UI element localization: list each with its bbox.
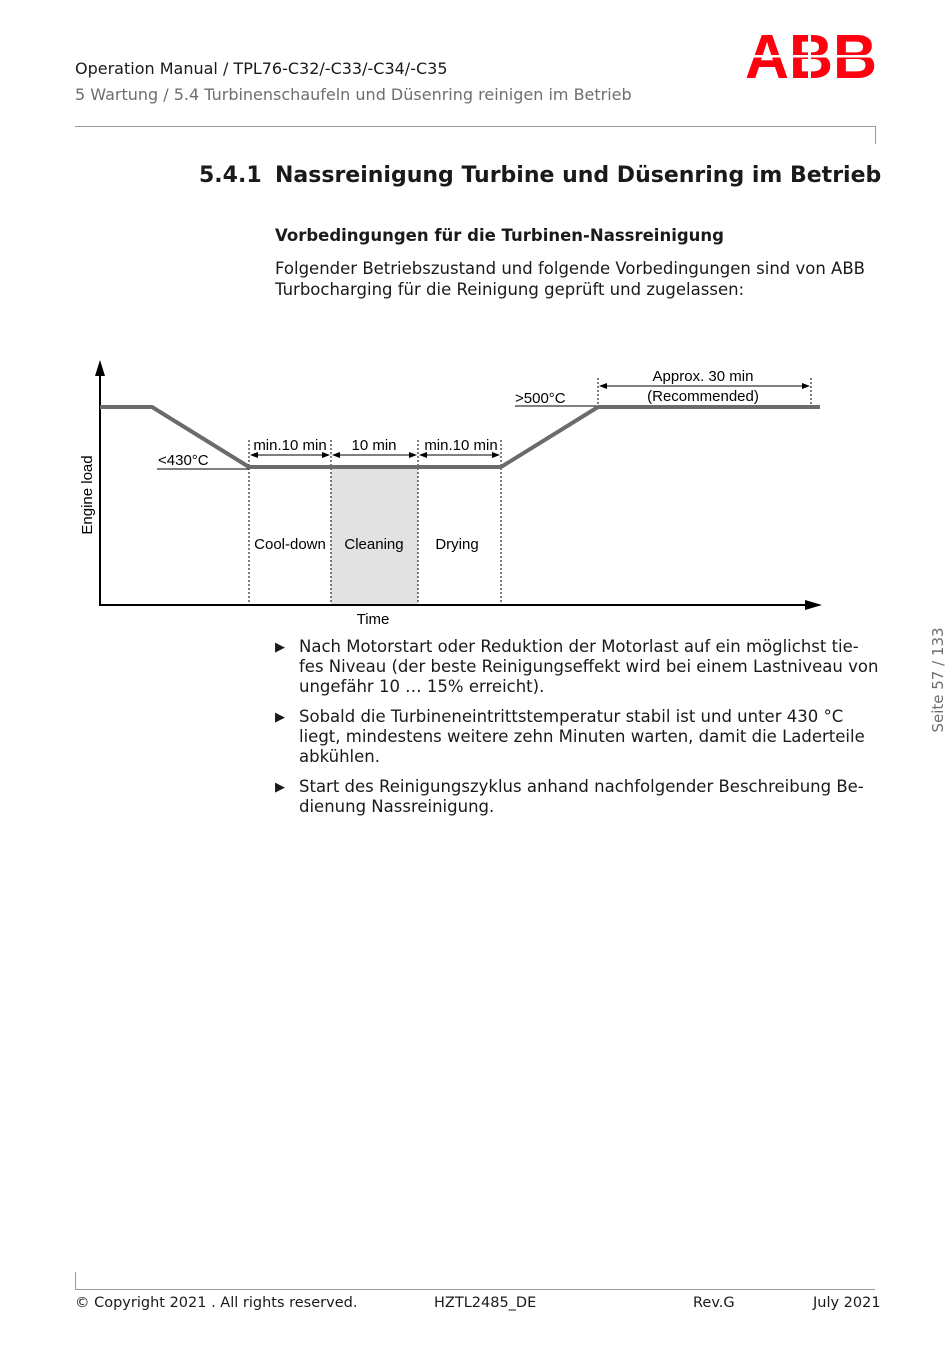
side-page-number: Seite 57 / 133 — [929, 627, 947, 733]
y-axis-arrow — [95, 360, 105, 376]
footer-revision: Rev.G — [693, 1295, 735, 1311]
phase-cooldown-label: Cool-down — [254, 536, 326, 553]
abb-logo — [744, 28, 878, 82]
y-axis-label: Engine load — [79, 455, 96, 535]
cleaning-duration-label: 10 min — [351, 437, 397, 454]
document-title: Operation Manual / TPL76-C32/-C33/-C34/-C35 — [75, 59, 448, 78]
list-item: ▶ Nach Motorstart oder Reduktion der Motorlast auf ein möglichst tie-fes Niveau (der beste Reinigungseffekt wird bei einem Lastniveau von ungefähr 10 … 15% erreicht). — [275, 637, 879, 696]
header-rule-tick — [875, 126, 876, 144]
subheading: Vorbedingungen für die Turbinen-Nassreinigung — [275, 226, 724, 245]
footer-date: July 2021 — [813, 1295, 881, 1311]
x-axis-arrow — [805, 600, 822, 610]
temp-high-label: >500°C — [515, 390, 566, 407]
recommended-label: (Recommended) — [647, 388, 759, 405]
breadcrumb: 5 Wartung / 5.4 Turbinenschaufeln und Düsenring reinigen im Betrieb — [75, 85, 632, 104]
cleaning-cycle-diagram — [0, 340, 950, 630]
precondition-list — [275, 637, 880, 827]
bullet-arrow-icon: ▶ — [275, 780, 285, 795]
section-number: 5.4.1 — [199, 163, 262, 188]
temp-low-label: <430°C — [158, 452, 209, 469]
bullet-arrow-icon: ▶ — [275, 710, 285, 725]
bullet-arrow-icon: ▶ — [275, 640, 285, 655]
drying-duration-label: min.10 min — [424, 437, 498, 454]
footer-copyright: © Copyright 2021 . All rights reserved. — [75, 1295, 358, 1311]
phase-cleaning-label: Cleaning — [344, 536, 404, 553]
footer-rule-tick — [75, 1272, 76, 1289]
list-item: ▶ Sobald die Turbineneintrittstemperatur stabil ist und unter 430 °C liegt, mindestens weitere zehn Minuten warten, damit die Laderteile abkühlen. — [275, 707, 865, 766]
intro-paragraph: Folgender Betriebszustand und folgende Vorbedingungen sind von ABB Turbocharging für die Reinigung geprüft und zugelassen: — [275, 259, 865, 299]
list-item: ▶ Start des Reinigungszyklus anhand nachfolgender Beschreibung Be-dienung Nassreinigung. — [275, 777, 864, 816]
approx-duration-label: Approx. 30 min — [652, 368, 754, 385]
footer-doc-id: HZTL2485_DE — [434, 1295, 537, 1311]
header-rule — [75, 126, 875, 127]
x-axis-label: Time — [356, 611, 390, 628]
phase-drying-label: Drying — [435, 536, 479, 553]
cooldown-duration-label: min.10 min — [253, 437, 327, 454]
section-title: Nassreinigung Turbine und Düsenring im Betrieb — [275, 163, 882, 188]
footer-rule — [75, 1289, 875, 1290]
